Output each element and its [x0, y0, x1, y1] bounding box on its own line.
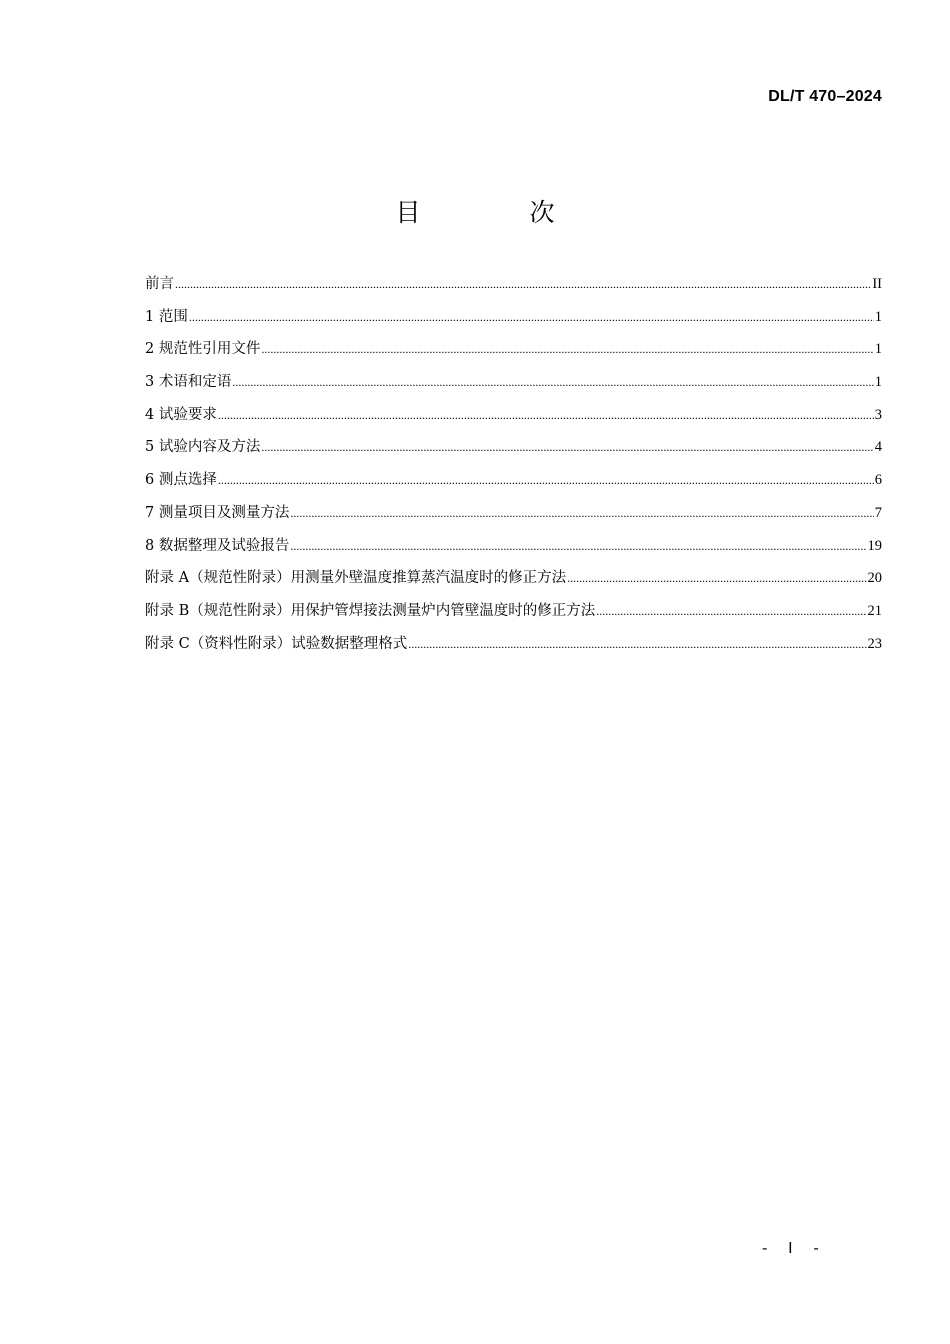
toc-entry-label: 1 范围 — [145, 308, 188, 325]
dot-leader — [175, 276, 871, 292]
toc-entry-appendix-c[interactable] — [145, 632, 882, 665]
toc-entry-preface[interactable] — [145, 272, 882, 305]
toc-entry-7[interactable] — [145, 501, 882, 534]
toc-entry-page: 1 — [874, 308, 882, 325]
page-number: - I - — [762, 1239, 827, 1257]
toc-entry-page: 1 — [874, 374, 882, 391]
toc-entry-label: 附录 C（资料性附录）试验数据整理格式 — [145, 635, 408, 652]
toc-entry-appendix-a[interactable] — [145, 566, 882, 599]
toc-entry-label: 前言 — [145, 276, 174, 292]
toc-entry-label: 4 试验要求 — [145, 406, 217, 423]
toc-entry-label: 附录 A（规范性附录）用测量外壁温度推算蒸汽温度时的修正方法 — [145, 570, 567, 587]
toc-entry-8[interactable] — [145, 534, 882, 567]
toc-entry-3[interactable] — [145, 370, 882, 403]
document-code: DL/T 470–2024 — [768, 88, 882, 105]
toc-entry-page: 23 — [867, 635, 882, 652]
toc-entry-label: 8 数据整理及试验报告 — [145, 537, 290, 554]
dot-leader — [189, 309, 874, 325]
dot-leader — [218, 472, 874, 488]
table-of-contents — [145, 272, 882, 664]
toc-entry-4[interactable] — [145, 403, 882, 436]
toc-entry-label: 7 测量项目及测量方法 — [145, 504, 290, 521]
toc-entry-page: 21 — [867, 602, 882, 619]
dot-leader — [408, 636, 866, 652]
toc-entry-page: 7 — [874, 504, 882, 521]
dot-leader — [261, 341, 873, 357]
toc-entry-label: 2 规范性引用文件 — [145, 341, 261, 358]
toc-entry-label: 5 试验内容及方法 — [145, 439, 261, 456]
dot-leader — [290, 505, 873, 521]
toc-entry-6[interactable] — [145, 468, 882, 501]
toc-entry-label: 附录 B（规范性附录）用保护管焊接法测量炉内管壁温度时的修正方法 — [145, 602, 596, 619]
toc-entry-page: 4 — [874, 439, 882, 456]
toc-title: 目 次 — [395, 198, 597, 227]
toc-entry-page: 1 — [874, 341, 882, 358]
toc-entry-page: 6 — [874, 472, 882, 489]
toc-entry-2[interactable] — [145, 337, 882, 370]
toc-entry-label: 3 术语和定语 — [145, 374, 232, 391]
toc-entry-page: II — [872, 276, 882, 292]
toc-entry-page: 20 — [867, 570, 882, 587]
dot-leader — [567, 570, 866, 586]
dot-leader — [261, 439, 873, 455]
toc-entry-label: 6 测点选择 — [145, 472, 217, 489]
dot-leader — [596, 603, 866, 619]
toc-entry-1[interactable] — [145, 305, 882, 338]
toc-entry-page: 3 — [874, 406, 882, 423]
dot-leader — [218, 407, 874, 423]
toc-entry-appendix-b[interactable] — [145, 599, 882, 632]
dot-leader — [290, 538, 866, 554]
toc-entry-5[interactable] — [145, 435, 882, 468]
dot-leader — [232, 374, 873, 390]
toc-entry-page: 19 — [867, 537, 882, 554]
